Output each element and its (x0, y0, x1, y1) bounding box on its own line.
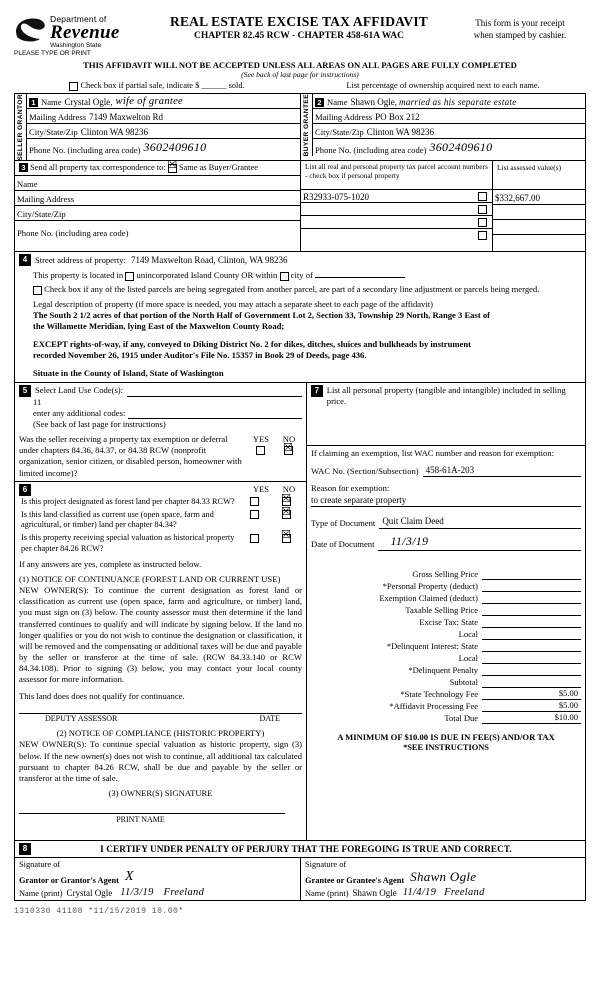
current-use-question: Is this land classified as current use (open space, farm and agricultural, or timber) land per chapter 84.34? (21, 509, 214, 530)
fee-row (311, 616, 581, 628)
back-of-page-note: (See back of last page for instructions) (241, 70, 359, 79)
party-row (15, 94, 585, 161)
notice-compliance-body: NEW OWNER(S): To continue special valuation as historic property, sign (3) below. If the new owner(s) does not wish to continue, all additional tax calculated pursuant to chapter 84.26 RCW, shall be due and payable by the seller or transferor at the time of sale. (19, 739, 302, 783)
street-address-value: 7149 Maxwelton Road, Clinton, WA 98236 (130, 254, 288, 265)
seller-mailing-value: 7149 Maxwelton Rd (89, 111, 164, 122)
historic-no-checkbox[interactable] (282, 534, 291, 543)
historic-property-question: Is this property receiving special valuation as historical property per chapter 84.26 RCW? (21, 533, 235, 553)
legal-description-line: the Willamette Meridian, lying East of the Maxwelton County Road; (33, 320, 285, 331)
fee-row (311, 676, 581, 688)
if-any-yes-note: If any answers are yes, complete as instructed below. (19, 558, 202, 569)
section-8-number: 8 (19, 843, 31, 855)
same-as-buyer-label: Same as Buyer/Grantee (178, 163, 258, 173)
section-5-number: 5 (19, 385, 31, 397)
buyer-mailing-label: Mailing Address (315, 111, 373, 122)
buyer-side-label: BUYER GRANTEE (301, 94, 313, 156)
seller-side-label: SELLER GRANTOR (15, 94, 27, 161)
parcel-number: R32933-075-1020 (303, 192, 369, 203)
seller-phone-label: Phone No. (including area code) (29, 144, 141, 155)
exemption-block (307, 446, 585, 756)
yes-label: YES (252, 483, 270, 494)
segregated-checkbox[interactable] (33, 286, 42, 295)
current-use-no-checkbox[interactable] (282, 510, 291, 519)
buyer-name-value: Shawn Ogle, (350, 96, 398, 107)
section-6 (15, 482, 306, 840)
question-row (19, 496, 302, 509)
fee-label: Exemption Claimed (deduct) (379, 592, 478, 603)
city-of-value[interactable] (315, 277, 405, 278)
logo-revenue-label: Revenue (50, 22, 120, 43)
fee-row (311, 568, 581, 580)
deputy-assessor-label: DEPUTY ASSESSOR (45, 713, 118, 723)
correspondence-parcel-row (15, 160, 585, 251)
historic-yes-checkbox[interactable] (250, 534, 259, 543)
fee-label: *Personal Property (deduct) (382, 580, 478, 591)
title-block (144, 14, 454, 41)
fee-row (311, 652, 581, 664)
grantee-date-value: 11/4/19 (402, 886, 437, 898)
assessed-value-field[interactable] (493, 235, 585, 251)
grantor-name-label: Name (print) (19, 888, 63, 898)
unincorporated-label: unincorporated Island County OR within (136, 270, 278, 281)
section-6-number: 6 (19, 484, 31, 496)
grantor-place-value: Freeland (163, 886, 205, 898)
assessed-value-field[interactable] (493, 205, 585, 220)
city-checkbox[interactable] (280, 272, 289, 281)
fee-label: Taxable Selling Price (405, 604, 478, 615)
buyer-phone-label: Phone No. (including area code) (315, 144, 427, 155)
seller-name-handwritten: wife of grantee (115, 95, 184, 107)
correspondence-mailing-field[interactable] (15, 191, 300, 206)
correspondence-name-field[interactable] (15, 176, 300, 191)
same-as-buyer-checkbox[interactable] (168, 164, 177, 173)
left-column (15, 383, 307, 840)
seller-phone-value: 3602409610 (143, 139, 207, 154)
seller-exemption-question: Was the seller receiving a property tax exemption or deferral under chapters 84.36, 84.37, or 84.38 RCW (nonprofit organization, senior citizen, or disabled person, homeowner with limited income)? (19, 434, 242, 478)
assessed-value: $332,667.00 (495, 193, 540, 204)
fee-row (311, 592, 581, 604)
fee-label: Excise Tax: State (419, 616, 478, 627)
agency-logo (14, 14, 144, 57)
fee-label: *Delinquent Interest: State (386, 640, 478, 651)
land-use-code-value: 11 (33, 396, 42, 407)
fee-value[interactable]: $10.00 (482, 712, 581, 724)
parcel-row[interactable] (301, 190, 492, 203)
question-row (19, 509, 302, 533)
correspondence-heading: Send all property tax correspondence to: (30, 163, 166, 173)
parcel-row[interactable] (301, 229, 492, 243)
fee-label: Gross Selling Price (412, 568, 478, 579)
correspondence-name-label: Name (17, 178, 38, 189)
seller-city-field[interactable] (27, 124, 300, 139)
grantee-signature-label-2: Grantee or Grantee's Agent (305, 875, 405, 885)
seller-block (15, 94, 301, 161)
receipt-line-2: when stamped by cashier. (473, 30, 567, 41)
sections-5-6-7 (15, 382, 585, 840)
parcel-block (301, 161, 585, 251)
partial-sale-label: Check box if partial sale, indicate $ ______ sold. (80, 81, 245, 90)
located-in-row (33, 270, 581, 281)
buyer-name-field[interactable] (313, 94, 585, 109)
fee-label: Subtotal (449, 676, 478, 687)
fee-label: *State Technology Fee (400, 688, 478, 699)
buyer-mailing-value: PO Box 212 (375, 111, 420, 122)
notice-continuance-title: (1) NOTICE OF CONTINUANCE (FOREST LAND OR CURRENT USE) (19, 573, 281, 584)
fee-row (311, 580, 581, 592)
parcel-row[interactable] (301, 216, 492, 229)
seller-name-value: Crystal Ogle, (64, 96, 113, 107)
wac-number-label: WAC No. (Section/Subsection) (311, 466, 419, 477)
affidavit-form (14, 14, 586, 916)
fee-value[interactable] (482, 676, 581, 688)
partial-sale-checkbox[interactable] (69, 82, 78, 91)
notice-continuance-body: NEW OWNER(S): To continue the current designation as forest land or classification as current use (open space, farm and agriculture, or timber) land, you must sign on (3) below. The county assessor must then determine if the land transferred continues to qualify and will indicate by signing below. If the land no longer qualifies or you do not wish to continue the designation or classification, it will be removed and the compensating or additional taxes will be due and payable by the seller or transferor at the time of sale. (RCW 84.33.140 or RCW 84.34.108). Prior to signing (3) below, you may contact your local county assessor for more information. (19, 585, 302, 685)
reason-for-exemption-label: Reason for exemption: (311, 483, 390, 494)
buyer-phone-value: 3602409610 (429, 139, 493, 154)
grantor-signature-value[interactable]: X (124, 868, 134, 884)
yes-no-headers (246, 434, 302, 445)
grantor-signature-label-1: Signature of (19, 859, 61, 869)
section-5 (15, 383, 306, 482)
segregated-note: Check box if any of the listed parcels are being segregated from another parcel, are part of a secondary line adjustment or parcels being merged. (44, 284, 540, 295)
section-7-number: 7 (311, 385, 323, 397)
type-or-print-note: PLEASE TYPE OR PRINT (14, 50, 91, 57)
segregated-row (33, 284, 581, 295)
form-header (14, 14, 586, 57)
grantee-signature-value[interactable]: Shawn Ogle (410, 868, 477, 884)
land-use-code-label: Select Land Use Code(s): (35, 385, 124, 396)
revenue-swirl-icon (14, 16, 48, 51)
continuance-qualify-line: This land does does not qualify for continuance. (19, 690, 185, 701)
seller-city-value: Clinton WA 98236 (80, 126, 149, 137)
stamp-footer: 1310330 41108 *11/15/2019 10.00* (14, 906, 184, 916)
buyer-city-value: Clinton WA 98236 (366, 126, 435, 137)
legal-description-line: recorded November 26, 1915 under Auditor's File No. 15357 in Book 29 of Deeds, page 436. (33, 350, 367, 361)
seller-name-label: Name (41, 96, 62, 107)
parcel-personal-checkbox[interactable] (478, 231, 487, 240)
seller-name-field[interactable] (27, 94, 300, 109)
no-label: NO (282, 434, 296, 445)
correspondence-city-field[interactable] (15, 206, 300, 221)
buyer-city-field[interactable] (313, 124, 585, 139)
fee-label: *Delinquent Penalty (408, 664, 478, 675)
buyer-phone-field[interactable] (313, 139, 585, 156)
logo-state-label: Washington State (50, 42, 102, 49)
buyer-name-label: Name (327, 96, 348, 107)
additional-codes-label: enter any additional codes: (33, 407, 126, 418)
land-use-code-rule (127, 396, 302, 397)
legal-description-line: The South 2 1/2 acres of that portion of the North Half of Government Lot 2, Section 33, Township 29 North, Range 3 East of (33, 309, 490, 320)
not-accepted-warning: THIS AFFIDAVIT WILL NOT BE ACCEPTED UNLESS ALL AREAS ON ALL PAGES ARE FULLY COMPLETED (83, 60, 517, 70)
see-instructions-note: *SEE INSTRUCTIONS (403, 742, 489, 752)
section-7 (307, 383, 585, 446)
correspondence-heading-row (15, 161, 300, 176)
seller-exemption-no-checkbox[interactable] (284, 446, 293, 455)
correspondence-mailing-label: Mailing Address (17, 193, 75, 204)
buyer-block (301, 94, 585, 161)
parcel-row[interactable] (301, 203, 492, 216)
logo-dept-label: Department of (50, 14, 107, 24)
fee-value[interactable] (482, 616, 581, 628)
section-8 (15, 840, 585, 900)
grantee-name-label: Name (print) (305, 888, 349, 898)
form-body (14, 93, 586, 901)
fee-value[interactable] (482, 640, 581, 652)
no-label: NO (282, 483, 296, 494)
fee-value[interactable] (482, 664, 581, 676)
minimum-due-note: A MINIMUM OF $10.00 IS DUE IN FEE(S) AND/OR TAX (337, 731, 555, 742)
personal-property-label: List all personal property (tangible and intangible) included in selling price. (326, 384, 566, 406)
grantor-signature-block (15, 858, 301, 900)
seller-mailing-label: Mailing Address (29, 111, 87, 122)
assessed-value-heading: List assessed value(s) (493, 161, 585, 190)
city-of-label: city of (290, 270, 313, 281)
fee-value[interactable]: $5.00 (482, 700, 581, 712)
section-4 (15, 251, 585, 381)
ownership-percent-note: List percentage of ownership acquired next to each name. (346, 81, 540, 90)
fee-row (311, 640, 581, 652)
partial-sale-note (14, 81, 300, 91)
fee-value[interactable] (482, 652, 581, 664)
owners-signature-label: (3) OWNER(S) SIGNATURE (108, 788, 213, 799)
assessed-value-field[interactable] (493, 220, 585, 235)
correspondence-phone-label: Phone No. (including area code) (17, 227, 129, 238)
forest-land-yes-checkbox[interactable] (250, 497, 259, 506)
fee-label: *Affidavit Processing Fee (389, 700, 478, 711)
wac-number-value[interactable]: 458-61A-203 (423, 465, 581, 478)
exemption-heading: If claiming an exemption, list WAC number and reason for exemption: (311, 447, 555, 458)
fee-row (311, 712, 581, 724)
fee-row (311, 628, 581, 640)
fee-label: Local (458, 628, 478, 639)
parcel-heading: List all real and personal property tax parcel account numbers - check box if personal property (301, 161, 492, 190)
section-4-number: 4 (19, 254, 31, 266)
grantee-signature-block (301, 858, 585, 900)
fee-row (311, 664, 581, 676)
legal-description-line: EXCEPT rights-of-way, if any, conveyed to Diking District No. 2 for dikes, ditches, sluices and bulkheads by instrument (33, 339, 472, 350)
assessed-value-field[interactable] (493, 190, 585, 205)
fee-value[interactable] (482, 580, 581, 592)
receipt-note (454, 14, 586, 41)
buyer-city-label: City/State/Zip (315, 126, 364, 137)
parcel-personal-checkbox[interactable] (478, 205, 487, 214)
notice-compliance-title: (2) NOTICE OF COMPLIANCE (HISTORIC PROPERTY) (56, 728, 265, 739)
correspondence-city-label: City/State/Zip (17, 208, 66, 219)
grantee-place-value: Freeland (444, 886, 485, 898)
right-column (307, 383, 585, 840)
section-6-questions (19, 496, 302, 556)
document-type-label: Type of Document (311, 517, 376, 528)
see-back-note: (See back of last page for instructions) (33, 418, 166, 429)
correspondence-section-number: 3 (19, 163, 28, 172)
document-type-value[interactable]: Quit Claim Deed (379, 516, 581, 529)
buyer-name-handwritten: married as his separate estate (399, 96, 517, 107)
print-name-label: PRINT NAME (116, 815, 165, 825)
fee-value[interactable] (482, 568, 581, 580)
fee-value[interactable] (482, 592, 581, 604)
located-in-label: This property is located in (33, 270, 124, 281)
fee-table (311, 568, 581, 724)
legal-description-label: Legal description of property (if more space is needed, you may attach a separate sheet to each page of the affidavit) (33, 298, 433, 309)
correspondence-block (15, 161, 301, 251)
grantor-name-value: Crystal Ogle (66, 887, 113, 898)
seller-mailing-field[interactable] (27, 109, 300, 124)
grantee-name-value: Shawn Ogle (352, 887, 397, 898)
fee-row (311, 604, 581, 616)
question-row (19, 532, 302, 556)
page-title: REAL ESTATE EXCISE TAX AFFIDAVIT (170, 14, 428, 29)
seller-city-label: City/State/Zip (29, 126, 78, 137)
reason-for-exemption-value[interactable]: to create separate property (311, 495, 581, 508)
buyer-section-number: 2 (315, 98, 324, 107)
yes-label: YES (252, 434, 270, 445)
fee-label: Total Due (444, 712, 478, 723)
assessor-date-label: DATE (259, 713, 280, 723)
certify-statement: I CERTIFY UNDER PENALTY OF PERJURY THAT THE FOREGOING IS TRUE AND CORRECT. (100, 843, 512, 854)
fee-label: Local (458, 652, 478, 663)
seller-section-number: 1 (29, 98, 38, 107)
correspondence-phone-field[interactable] (15, 221, 300, 239)
buyer-mailing-field[interactable] (313, 109, 585, 124)
document-date-value[interactable]: 11/3/19 (378, 534, 581, 551)
grantor-signature-label-2: Grantor or Grantor's Agent (19, 875, 119, 885)
grantor-date-value: 11/3/19 (120, 886, 154, 898)
partial-sale-row (14, 81, 586, 91)
chapter-subtitle: CHAPTER 82.45 RCW - CHAPTER 458-61A WAC (194, 31, 404, 41)
parcel-personal-checkbox[interactable] (478, 192, 487, 201)
legal-description-line: Situate in the County of Island, State of Washington (33, 368, 224, 379)
document-date-label: Date of Document (311, 539, 375, 550)
unincorporated-checkbox[interactable] (125, 272, 134, 281)
fee-value[interactable] (482, 628, 581, 640)
seller-exemption-yes-checkbox[interactable] (256, 446, 265, 455)
receipt-line-1: This form is your receipt (475, 18, 565, 28)
fee-row (311, 688, 581, 700)
grantee-signature-label-1: Signature of (305, 859, 347, 869)
seller-phone-field[interactable] (27, 139, 300, 156)
street-address-label: Street address of property: (35, 255, 126, 266)
fee-value[interactable] (482, 604, 581, 616)
fee-row (311, 700, 581, 712)
current-use-yes-checkbox[interactable] (250, 510, 259, 519)
parcel-personal-checkbox[interactable] (478, 218, 487, 227)
forest-land-question: Is this project designated as forest land per chapter 84.33 RCW? (21, 496, 235, 506)
fee-value[interactable]: $5.00 (482, 688, 581, 700)
